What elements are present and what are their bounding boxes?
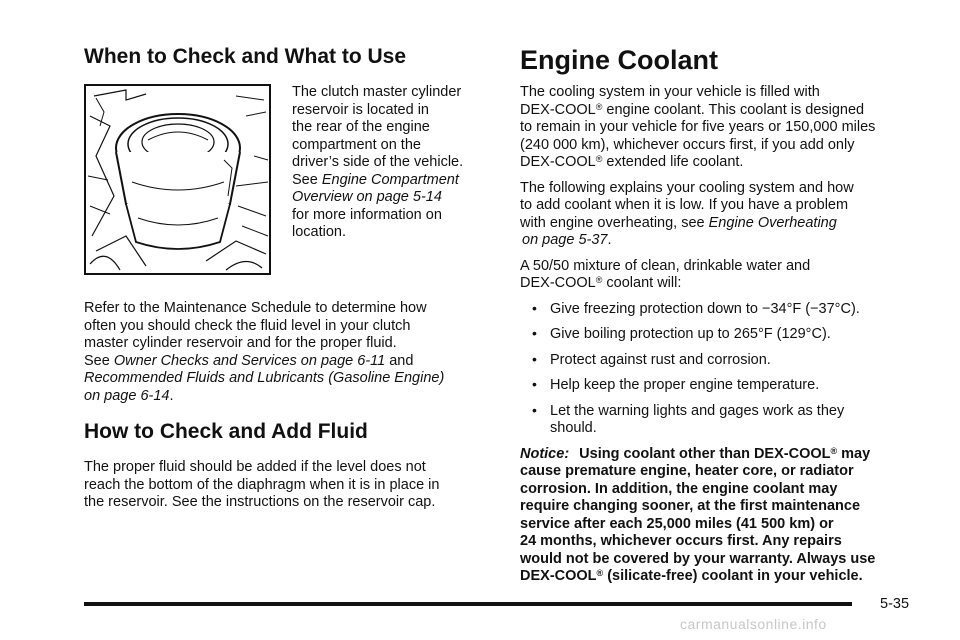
notice-line: 24 months, whichever occurs first. Any repairs xyxy=(520,533,842,549)
para-line: A 50/50 mixture of clean, drinkable water and xyxy=(520,257,811,274)
para-line xyxy=(520,232,920,250)
para-line xyxy=(84,353,484,371)
notice-text: DEX-COOL xyxy=(520,568,597,584)
notice-text: may xyxy=(837,445,871,462)
para-line: reach the bottom of the diaphragm when it is in place in xyxy=(84,476,440,493)
para-line: often you should check the fluid level in your clutch xyxy=(84,317,411,334)
heading-how-to-check: How to Check and Add Fluid xyxy=(84,420,368,443)
fig-line: driver’s side of the vehicle. xyxy=(292,154,464,170)
right-column xyxy=(520,44,920,586)
notice-line: service after each 25,000 miles (41 500 km) or xyxy=(520,515,834,532)
dexcool-text: DEX-COOL xyxy=(520,101,596,118)
bullet-text: Let the warning lights and gages work as they xyxy=(550,402,845,419)
dexcool-text: DEX-COOL xyxy=(520,154,596,170)
para-line: The cooling system in your vehicle is filled with xyxy=(520,84,820,100)
bullet-text: Give freezing protection down to −34°F (−37°C). xyxy=(550,300,860,317)
fig-line: the rear of the engine xyxy=(292,119,430,135)
engine-overheating-link[interactable]: Engine Overheating xyxy=(708,214,837,231)
see-text: See xyxy=(84,352,114,369)
para-line: to add coolant when it is low. If you have a problem xyxy=(520,197,849,213)
registered-mark: ® xyxy=(595,275,603,285)
para-line: master cylinder reservoir and for the proper fluid. xyxy=(84,335,397,351)
bullet-text: Help keep the proper engine temperature. xyxy=(550,377,820,393)
figure-row xyxy=(84,84,484,284)
recommended-fluids-link[interactable]: Recommended Fluids and Lubricants (Gasoline Engine) xyxy=(84,370,445,386)
bullet-icon: • xyxy=(532,325,537,341)
dexcool-text: DEX-COOL xyxy=(520,275,596,291)
maintenance-paragraph xyxy=(84,300,484,405)
para-line xyxy=(520,102,920,120)
fig-line xyxy=(292,172,488,190)
fig-line: compartment on the xyxy=(292,136,421,153)
figure-caption-text xyxy=(292,84,488,242)
para-line: Refer to the Maintenance Schedule to determine how xyxy=(84,300,427,316)
registered-mark: ® xyxy=(595,101,603,112)
and-text: and xyxy=(385,352,414,369)
period: . xyxy=(607,232,612,248)
list-item xyxy=(520,326,920,344)
notice-block xyxy=(520,446,920,586)
list-item xyxy=(520,377,920,395)
list-item xyxy=(520,352,920,370)
clutch-reservoir-drawing xyxy=(86,86,269,273)
fig-line: The clutch master cylinder xyxy=(292,84,462,100)
coolant-intro-paragraph xyxy=(520,84,920,172)
para-text: extended life coolant. xyxy=(602,154,744,170)
page-number: 5-35 xyxy=(880,596,910,612)
registered-mark: ® xyxy=(830,445,838,456)
owner-checks-link[interactable]: Owner Checks and Services on page 6-11 xyxy=(113,352,386,369)
clutch-reservoir-illustration xyxy=(84,84,271,275)
para-line: (240 000 km), whichever occurs first, if you add only xyxy=(520,136,855,153)
engine-compartment-link[interactable]: Engine Compartment xyxy=(321,171,459,188)
list-item xyxy=(520,301,920,319)
watermark-text: carmanualsonline.info xyxy=(680,616,827,632)
para-line xyxy=(520,215,920,233)
para-line xyxy=(84,370,484,388)
fig-line xyxy=(292,189,488,207)
para-line: the reservoir. See the instructions on the reservoir cap. xyxy=(84,494,436,510)
mixture-paragraph xyxy=(520,258,920,293)
fig-line: reservoir is located in xyxy=(292,101,429,118)
notice-line: require changing sooner, at the first maintenance xyxy=(520,498,861,514)
add-fluid-paragraph xyxy=(84,459,484,512)
bullet-text: should. xyxy=(550,420,597,436)
cooling-system-paragraph xyxy=(520,180,920,250)
bullet-text: Give boiling protection up to 265°F (129°C). xyxy=(550,326,831,342)
notice-line: corrosion. In addition, the engine coolant may xyxy=(520,480,838,497)
recommended-fluids-page-ref[interactable]: on page 6-14 xyxy=(84,387,170,404)
period: . xyxy=(169,387,174,404)
coolant-benefits-list xyxy=(520,301,920,438)
para-text: engine coolant. This coolant is designed xyxy=(602,101,865,118)
notice-line xyxy=(520,446,920,464)
notice-text: (silicate-free) coolant in your vehicle. xyxy=(603,568,863,584)
bullet-icon: • xyxy=(532,350,537,367)
footer-rule xyxy=(84,602,852,606)
registered-mark: ® xyxy=(595,154,603,164)
fig-see-text: See xyxy=(292,171,322,188)
para-line: The following explains your cooling system and how xyxy=(520,179,854,196)
list-item xyxy=(520,403,920,438)
fig-line: location. xyxy=(292,224,347,240)
notice-line: would not be covered by your warranty. Always use xyxy=(520,550,876,567)
engine-overheating-page-ref[interactable]: on page 5-37 xyxy=(522,232,608,248)
bullet-icon: • xyxy=(532,376,537,392)
registered-mark: ® xyxy=(596,568,604,578)
bullet-icon: • xyxy=(532,401,537,418)
notice-line: cause premature engine, heater core, or radiator xyxy=(520,463,854,479)
para-line: to remain in your vehicle for five years or 150,000 miles xyxy=(520,119,876,135)
engine-compartment-page-ref[interactable]: Overview on page 5-14 xyxy=(292,189,442,205)
para-line xyxy=(520,275,920,293)
notice-label: Notice: xyxy=(520,445,570,462)
bullet-text: Protect against rust and corrosion. xyxy=(550,351,771,368)
left-column xyxy=(84,44,484,512)
notice-text: Using coolant other than DEX-COOL xyxy=(579,445,831,462)
para-text: with engine overheating, see xyxy=(520,214,709,231)
fig-line: for more information on xyxy=(292,206,442,223)
para-text: coolant will: xyxy=(602,275,682,291)
bullet-icon: • xyxy=(532,299,537,316)
heading-when-to-check: When to Check and What to Use xyxy=(84,45,407,68)
para-line xyxy=(84,388,484,406)
notice-line xyxy=(520,568,920,586)
heading-engine-coolant: Engine Coolant xyxy=(520,45,718,75)
para-line xyxy=(520,154,920,172)
para-line: The proper fluid should be added if the level does not xyxy=(84,459,426,475)
